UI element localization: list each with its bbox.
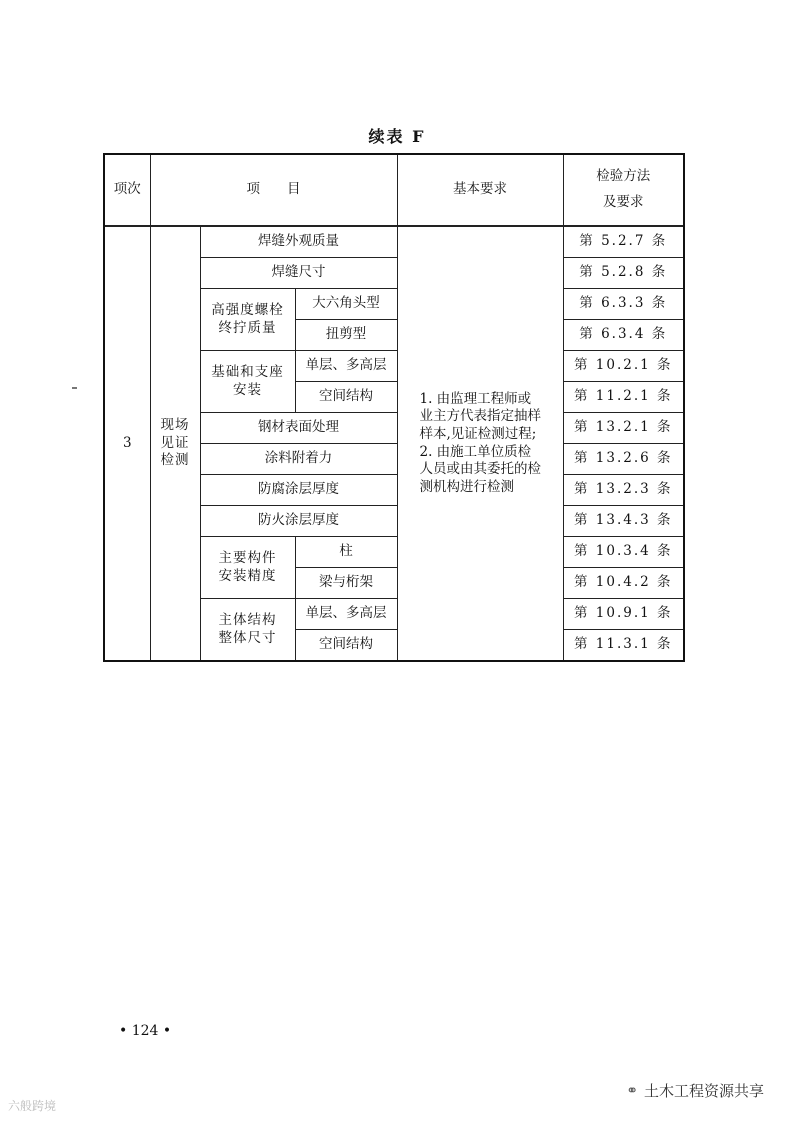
parent-item-cell [200,351,295,413]
sub-item-cell: 扭剪型 [295,320,397,351]
header-method [563,154,684,226]
watermark-account-text: 土木工程资源共享 [643,1082,764,1100]
watermark-logo-text: 六般跨境 [8,1099,57,1113]
watermark-logo [8,1097,56,1114]
parent-item-line: 主要构件 [218,549,277,566]
method-cell: 第 10.4.2 条 [563,568,684,599]
margin-mark [72,387,77,389]
category-line: 见证 [160,434,190,451]
item-cell: 涂料附着力 [200,444,397,475]
method-cell: 第 11.3.1 条 [563,630,684,662]
header-item-no: 项次 [104,154,150,226]
parent-item-line: 基础和支座 [211,363,284,380]
spec-table [103,153,685,662]
method-cell: 第 6.3.3 条 [563,289,684,320]
requirement-line: 业主方代表指定抽样 [419,408,542,425]
group-category [150,227,200,662]
method-cell: 第 6.3.4 条 [563,320,684,351]
requirement-line: 2. 由施工单位质检 [419,443,532,460]
group-no: 3 [104,227,150,662]
sub-item-cell: 单层、多高层 [295,599,397,630]
method-cell: 第 13.2.6 条 [563,444,684,475]
method-cell: 第 5.2.8 条 [563,258,684,289]
parent-item-line: 整体尺寸 [218,629,277,646]
method-cell: 第 11.2.1 条 [563,382,684,413]
method-cell: 第 10.3.4 条 [563,537,684,568]
requirement-line: 人员或由其委托的检 [419,461,542,478]
header-method-line1: 检验方法 [596,168,651,185]
sub-item-cell: 空间结构 [295,630,397,662]
table-header-row [104,154,684,226]
header-basic-req: 基本要求 [397,154,563,226]
category-line: 检测 [160,452,190,469]
method-cell: 第 13.2.1 条 [563,413,684,444]
parent-item-line: 终拧质量 [218,319,277,336]
wechat-icon: ⚭ [626,1082,638,1099]
parent-item-cell [200,537,295,599]
item-cell: 防火涂层厚度 [200,506,397,537]
sub-item-cell: 大六角头型 [295,289,397,320]
parent-item-cell [200,289,295,351]
method-cell: 第 5.2.7 条 [563,227,684,258]
requirement-line: 测机构进行检测 [419,478,515,495]
sub-item-cell: 单层、多高层 [295,351,397,382]
sub-item-cell: 梁与桁架 [295,568,397,599]
parent-item-cell [200,599,295,662]
basic-requirement [397,227,563,662]
parent-item-line: 安装精度 [218,567,277,584]
table-title: 续表 F [368,127,426,146]
page-number: • 124 • [119,1023,172,1039]
item-cell: 钢材表面处理 [200,413,397,444]
requirement-line: 1. 由监理工程师或 [419,390,532,407]
sub-item-cell: 空间结构 [295,382,397,413]
item-cell: 焊缝外观质量 [200,227,397,258]
category-line: 现场 [160,417,190,434]
sub-item-cell: 柱 [295,537,397,568]
method-cell: 第 13.4.3 条 [563,506,684,537]
parent-item-line: 主体结构 [218,611,277,628]
item-cell: 焊缝尺寸 [200,258,397,289]
header-method-line2: 及要求 [603,194,644,210]
item-cell: 防腐涂层厚度 [200,475,397,506]
method-cell: 第 10.9.1 条 [563,599,684,630]
header-item: 项 目 [150,154,397,226]
method-cell: 第 13.2.3 条 [563,475,684,506]
parent-item-line: 安装 [233,381,262,398]
table-row [104,227,684,258]
method-cell: 第 10.2.1 条 [563,351,684,382]
requirement-line: 样本,见证检测过程; [419,425,537,442]
parent-item-line: 高强度螺栓 [211,301,284,318]
watermark-account [626,1080,764,1101]
